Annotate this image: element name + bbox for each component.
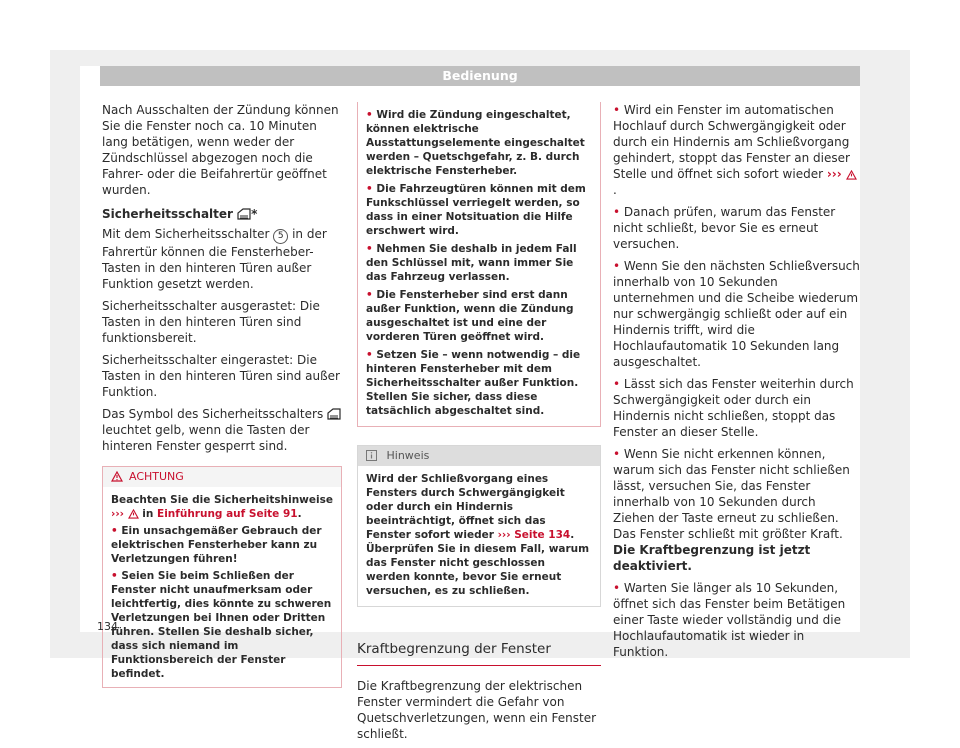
switch-engaged-paragraph: Sicherheitsschalter eingerastet: Die Tasten in den hinteren Türen sind außer Funktion.: [102, 353, 340, 399]
warning-header: [103, 467, 341, 487]
warning-item-text: Setzen Sie – wenn notwendig – die hinteren Fensterheber mit dem Sicherheitsschalter außer Funktion. Stellen Sie sicher, dass diese tatsächlich abgeschaltet sind.: [366, 349, 581, 417]
cross-reference-arrow: ›››: [826, 167, 842, 181]
bullet-icon: •: [613, 447, 621, 461]
warning-intro-text: Beachten Sie die Sicherheitshinweise: [111, 494, 333, 506]
hint-text-post: . Überprüfen Sie in diesem Fall, warum das Fenster nicht geschlossen werden konnte, bevor Sie erneut versuchen, es zu schließen.: [366, 529, 590, 597]
bullet-icon: •: [111, 525, 118, 537]
bullet-icon: •: [366, 183, 373, 195]
warning-item: [366, 242, 592, 284]
safety-switch-paragraph: [102, 226, 342, 292]
cross-reference-arrow: ›››: [111, 508, 124, 520]
list-item: [613, 102, 860, 198]
hint-title: Hinweis: [386, 449, 430, 462]
hint-text-pre: Wird der Schließvorgang eines Fensters durch Schwergängigkeit oder durch ein Hindernis beeinträchtigt, öffnet sich das Fenster sofort wieder: [366, 473, 565, 541]
list-item-emphasis: Die Kraftbegrenzung ist jetzt deaktiviert.: [613, 543, 811, 573]
warning-item: [366, 348, 592, 418]
warning-box: [102, 466, 342, 688]
section-paragraph: Die Kraftbegrenzung der elektrischen Fenster vermindert die Gefahr von Quetschverletzungen, wenn ein Fenster schließt.: [357, 679, 597, 741]
warning-intro-end: .: [297, 508, 302, 520]
info-icon: [366, 450, 377, 461]
hint-header: [358, 446, 600, 466]
bullet-icon: •: [613, 377, 621, 391]
cross-reference-arrow: ›››: [497, 529, 511, 541]
bullet-icon: •: [613, 581, 621, 595]
list-item-text: Wird ein Fenster im automatischen Hochlauf durch Schwergängigkeit oder durch ein Hindernis am Schließvorgang gehindert, stoppt das Fenster an dieser Stelle und öffnet sich sofort wieder: [613, 103, 850, 181]
column-right: [613, 102, 860, 666]
warning-item: [366, 288, 592, 344]
list-item-text: Warten Sie länger als 10 Sekunden, öffnet sich das Fenster beim Betätigen einer Taste wieder vollständig und die Hochlaufautomatik ist wieder in Funktion.: [613, 581, 846, 659]
safety-switch-heading: [102, 206, 342, 222]
list-item: [613, 204, 860, 252]
list-item-text: Danach prüfen, warum das Fenster nicht schließt, bevor Sie es erneut versuchen.: [613, 205, 836, 251]
page-reference-link[interactable]: Seite 134: [514, 529, 571, 541]
page-number: 134: [97, 620, 118, 633]
bullet-icon: •: [613, 103, 621, 117]
warning-intro-mid: in: [142, 508, 154, 520]
bullet-icon: •: [613, 259, 621, 273]
warning-item-text: Ein unsachgemäßer Gebrauch der elektrischen Fensterheber kann zu Verletzungen führen!: [111, 525, 322, 565]
warning-title: ACHTUNG: [129, 470, 184, 483]
list-item: [613, 258, 860, 370]
warning-item-text: Seien Sie beim Schließen der Fenster nicht unaufmerksam oder leichtfertig, dies könnte zu schweren Verletzungen bei Ihnen oder Dritten führen. Stellen Sie deshalb sicher, dass sich niemand im Funktionsbereich der Fenster befindet.: [111, 570, 332, 680]
page-header: Bedienung: [100, 66, 860, 86]
warning-triangle-icon: [128, 509, 139, 519]
warning-continuation-box: [357, 102, 601, 427]
intro-paragraph: Nach Ausschalten der Zündung können Sie die Fenster noch ca. 10 Minuten lang betätigen, wenn weder der Zündschlüssel abgezogen noch die Fahrer- oder die Beifahrertür geöffnet wurden.: [102, 103, 339, 197]
column-middle: [357, 102, 601, 748]
list-item: [613, 376, 860, 440]
warning-triangle-icon: [111, 471, 123, 482]
list-item-end: .: [613, 183, 617, 197]
safety-switch-text-pre: Mit dem Sicherheitsschalter: [102, 227, 270, 241]
symbol-text-post: leuchtet gelb, wenn die Tasten der hinteren Fenster gesperrt sind.: [102, 423, 310, 453]
symbol-paragraph: [102, 406, 342, 454]
warning-body: [103, 487, 341, 687]
warning-item: [366, 182, 592, 238]
hint-body: [358, 466, 600, 606]
list-item-text: Wenn Sie nicht erkennen können, warum sich das Fenster nicht schließen lässt, versuchen Sie, das Fenster innerhalb von 10 Sekunden durch Ziehen der Taste erneut zu schließen. Das Fenster schließt mit größter Kraft.: [613, 447, 850, 541]
warning-intro: [111, 493, 333, 521]
bullet-icon: •: [366, 243, 373, 255]
bullet-icon: •: [366, 109, 373, 121]
warning-item: [366, 108, 592, 178]
bullet-icon: •: [111, 570, 118, 582]
warning-item: [111, 524, 333, 566]
callout-number-badge: 5: [273, 229, 288, 244]
warning-item-text: Die Fensterheber sind erst dann außer Funktion, wenn die Zündung ausgeschaltet ist und eine der vorderen Türen geöffnet wird.: [366, 289, 574, 343]
window-lock-icon: [237, 208, 251, 220]
switch-released-paragraph: Sicherheitsschalter ausgerastet: Die Tasten in den hinteren Türen sind funktionsbereit.: [102, 299, 320, 345]
safety-switch-text-post: in der Fahrertür können die Fensterheber-Tasten in den hinteren Türen außer Funktion gesetzt werden.: [102, 227, 327, 291]
list-item-text: Lässt sich das Fenster weiterhin durch Schwergängigkeit oder durch ein Hindernis nicht schließen, stoppt das Fenster an dieser Stelle.: [613, 377, 854, 439]
window-lock-icon: [327, 408, 341, 420]
warning-item-text: Wird die Zündung eingeschaltet, können elektrische Ausstattungselemente eingeschaltet werden – Quetschgefahr, z. B. durch elektrische Fensterheber.: [366, 109, 585, 177]
warning-item-text: Nehmen Sie deshalb in jedem Fall den Schlüssel mit, wann immer Sie das Fahrzeug verlassen.: [366, 243, 577, 283]
column-left: [102, 102, 342, 688]
section-title: Kraftbegrenzung der Fenster: [357, 641, 601, 666]
page-reference-link[interactable]: Einführung auf Seite 91: [157, 508, 298, 520]
safety-switch-heading-text: Sicherheitsschalter: [102, 207, 233, 221]
bullet-icon: •: [613, 205, 621, 219]
warning-item-text: Die Fahrzeugtüren können mit dem Funkschlüssel verriegelt werden, so dass in einer Notsituation die Hilfe erschwert wird.: [366, 183, 586, 237]
optional-equipment-asterisk: *: [251, 207, 258, 221]
warning-triangle-icon: [846, 170, 857, 180]
list-item: [613, 580, 860, 660]
hint-box: [357, 445, 601, 607]
symbol-text-pre: Das Symbol des Sicherheitsschalters: [102, 407, 324, 421]
warning-item: [111, 569, 333, 681]
bullet-icon: •: [366, 289, 373, 301]
list-item: [613, 446, 860, 574]
bullet-icon: •: [366, 349, 373, 361]
list-item-text: Wenn Sie den nächsten Schließversuch innerhalb von 10 Sekunden unternehmen und die Scheibe wiederum nur schwergängig schließt oder auf ein Hindernis trifft, wird die Hochlaufautomatik 10 Sekunden lang ausgeschaltet.: [613, 259, 860, 369]
